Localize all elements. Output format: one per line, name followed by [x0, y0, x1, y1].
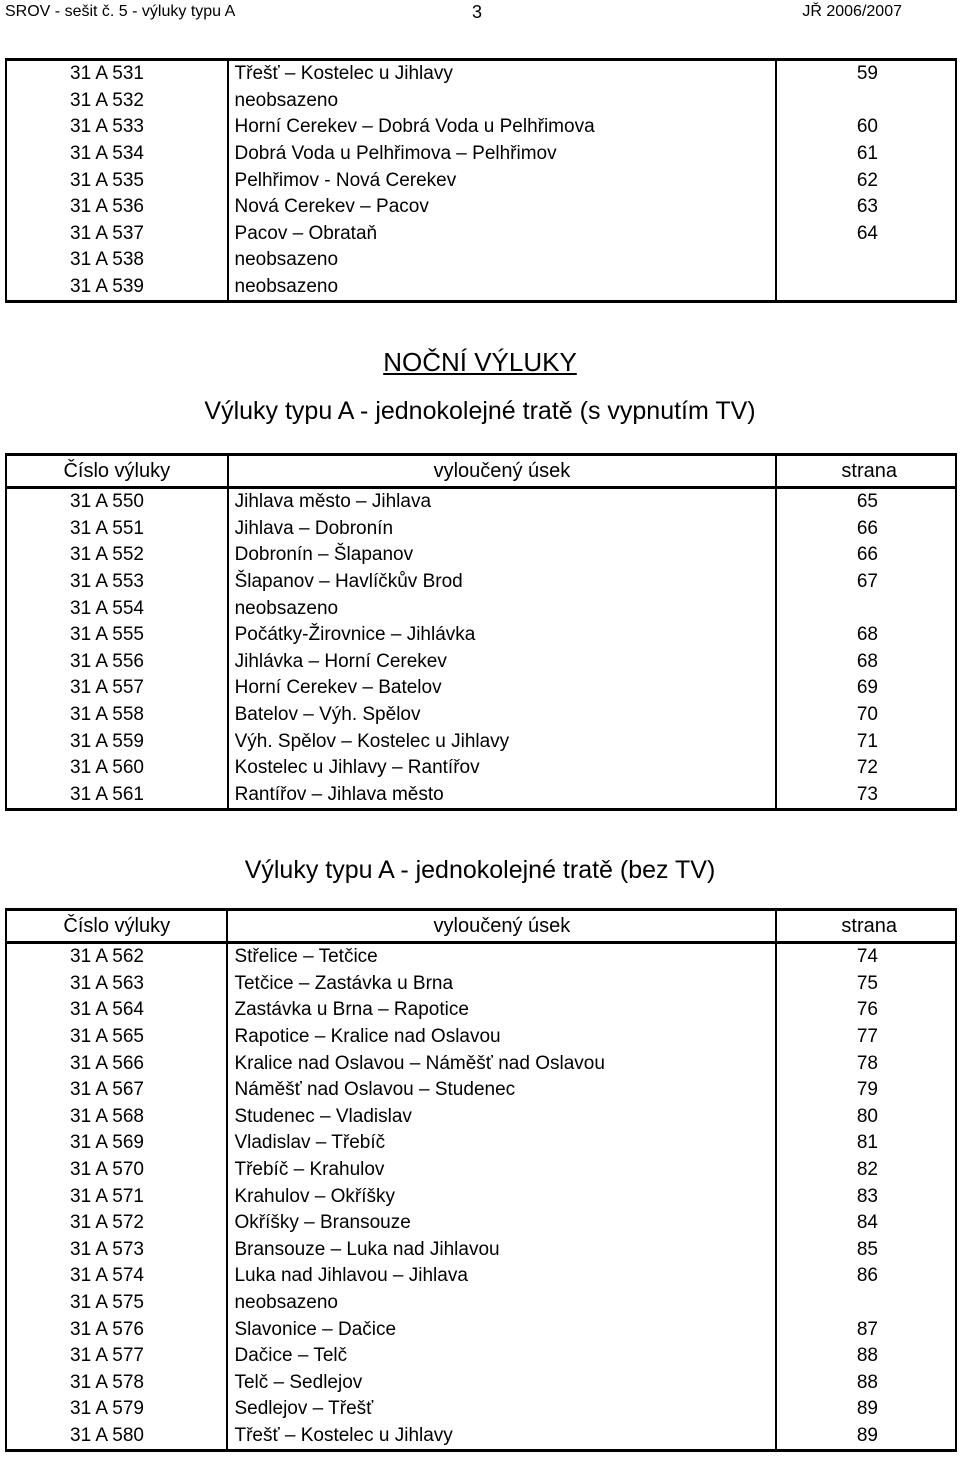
- table-row: [6, 1290, 956, 1317]
- exclusion-number-cell: 31 A 570: [6, 1157, 227, 1184]
- exclusion-number-cell: 31 A 532: [6, 88, 228, 115]
- page-number-cell: 76: [776, 997, 956, 1024]
- exclusion-number-cell: 31 A 572: [6, 1210, 227, 1237]
- excluded-section-cell: Náměšť nad Oslavou – Studenec: [227, 1077, 776, 1104]
- page-number-cell: 68: [776, 649, 956, 676]
- exclusion-number-cell: 31 A 568: [6, 1104, 227, 1131]
- page-number-cell: 73: [776, 782, 956, 810]
- exclusion-number-cell: 31 A 559: [6, 728, 228, 755]
- page-number-cell: 66: [776, 516, 956, 543]
- table-row: [6, 1396, 956, 1423]
- excluded-section-cell: Počátky-Žirovnice – Jihlávka: [228, 622, 777, 649]
- excluded-section-cell: Telč – Sedlejov: [227, 1370, 776, 1397]
- exclusion-number-cell: 31 A 554: [6, 595, 228, 622]
- page-number-cell: 84: [776, 1210, 956, 1237]
- table-row: [6, 971, 956, 998]
- exclusion-number-cell: 31 A 576: [6, 1316, 227, 1343]
- exclusion-number-cell: 31 A 556: [6, 649, 228, 676]
- page-number-cell: 60: [776, 114, 956, 141]
- excluded-section-cell: Dobronín – Šlapanov: [228, 542, 777, 569]
- excluded-section-cell: Sedlejov – Třešť: [227, 1396, 776, 1423]
- excluded-section-cell: neobsazeno: [228, 595, 777, 622]
- exclusion-number-cell: 31 A 564: [6, 997, 227, 1024]
- page-number-cell: [776, 247, 956, 274]
- excluded-section-cell: Rantířov – Jihlava město: [228, 782, 777, 810]
- page-number-cell: 85: [776, 1237, 956, 1264]
- page-number-cell: 80: [776, 1104, 956, 1131]
- table-row: [6, 569, 956, 596]
- page-number-cell: 82: [776, 1157, 956, 1184]
- page-number-cell: 77: [776, 1024, 956, 1051]
- table-row: [6, 1183, 956, 1210]
- table-row: [6, 542, 956, 569]
- table-row: [6, 649, 956, 676]
- table-header-row: [6, 910, 956, 943]
- table-row: [6, 1316, 956, 1343]
- page-number-cell: 64: [776, 221, 956, 248]
- page-number-cell: [776, 274, 956, 302]
- header-timetable-period: JŘ 2006/2007: [802, 3, 902, 20]
- exclusion-number-cell: 31 A 533: [6, 114, 228, 141]
- exclusion-number-cell: 31 A 567: [6, 1077, 227, 1104]
- exclusion-number-cell: 31 A 539: [6, 274, 228, 302]
- excluded-section-cell: Tetčice – Zastávka u Brna: [227, 971, 776, 998]
- subtitle-without-tv: Výluky typu A - jednokolejné tratě (bez TV): [244, 856, 716, 884]
- table-row: [6, 1370, 956, 1397]
- table-row: [6, 1077, 956, 1104]
- table-row: [6, 943, 956, 971]
- excluded-section-cell: Rapotice – Kralice nad Oslavou: [227, 1024, 776, 1051]
- page-number-cell: 78: [776, 1050, 956, 1077]
- column-header-page: strana: [776, 910, 956, 943]
- table-row: [6, 1157, 956, 1184]
- excluded-section-cell: Studenec – Vladislav: [227, 1104, 776, 1131]
- exclusion-number-cell: 31 A 557: [6, 675, 228, 702]
- exclusion-number-cell: 31 A 565: [6, 1024, 227, 1051]
- excluded-section-cell: Kralice nad Oslavou – Náměšť nad Oslavou: [227, 1050, 776, 1077]
- page-number-cell: [776, 595, 956, 622]
- header-document-title: SROV - sešit č. 5 - výluky typu A: [5, 3, 236, 20]
- exclusion-number-cell: 31 A 577: [6, 1343, 227, 1370]
- exclusion-number-cell: 31 A 555: [6, 622, 228, 649]
- excluded-section-cell: Horní Cerekev – Batelov: [228, 675, 777, 702]
- table-row: [6, 516, 956, 543]
- exclusion-number-cell: 31 A 531: [6, 60, 228, 88]
- excluded-section-cell: Krahulov – Okříšky: [227, 1183, 776, 1210]
- excluded-section-cell: Batelov – Výh. Spělov: [228, 702, 777, 729]
- page-number-cell: 83: [776, 1183, 956, 1210]
- table-row: [6, 1210, 956, 1237]
- excluded-section-cell: neobsazeno: [227, 1290, 776, 1317]
- page-number-cell: [776, 88, 956, 115]
- table-row: [6, 997, 956, 1024]
- exclusion-number-cell: 31 A 560: [6, 755, 228, 782]
- night-exclusions-title: NOČNÍ VÝLUKY: [383, 347, 577, 377]
- exclusions-table-without-tv: [5, 908, 957, 1452]
- page-number-cell: 87: [776, 1316, 956, 1343]
- table-row: [6, 1263, 956, 1290]
- page-number-cell: 61: [776, 141, 956, 168]
- table-row: [6, 114, 956, 141]
- excluded-section-cell: Třebíč – Krahulov: [227, 1157, 776, 1184]
- table-row: [6, 88, 956, 115]
- table-row: [6, 755, 956, 782]
- exclusion-number-cell: 31 A 535: [6, 167, 228, 194]
- exclusion-number-cell: 31 A 536: [6, 194, 228, 221]
- table-row: [6, 675, 956, 702]
- excluded-section-cell: Okříšky – Bransouze: [227, 1210, 776, 1237]
- exclusion-number-cell: 31 A 552: [6, 542, 228, 569]
- exclusions-table-day: [5, 58, 957, 303]
- excluded-section-cell: Horní Cerekev – Dobrá Voda u Pelhřimova: [228, 114, 777, 141]
- page-number-cell: 88: [776, 1343, 956, 1370]
- page-number-cell: 86: [776, 1263, 956, 1290]
- page-number-cell: 79: [776, 1077, 956, 1104]
- page-number-cell: 63: [776, 194, 956, 221]
- exclusion-number-cell: 31 A 574: [6, 1263, 227, 1290]
- excluded-section-cell: Jihlávka – Horní Cerekev: [228, 649, 777, 676]
- table-row: [6, 622, 956, 649]
- exclusion-number-cell: 31 A 575: [6, 1290, 227, 1317]
- excluded-section-cell: Vladislav – Třebíč: [227, 1130, 776, 1157]
- table-row: [6, 60, 956, 88]
- excluded-section-cell: Jihlava – Dobronín: [228, 516, 777, 543]
- table-row: [6, 1237, 956, 1264]
- column-header-section: vyloučený úsek: [228, 455, 777, 488]
- page-number-cell: 74: [776, 943, 956, 971]
- table-header-row: [6, 455, 956, 488]
- table-row: [6, 488, 956, 516]
- exclusions-table-with-tv: [5, 453, 957, 811]
- page-number-cell: 66: [776, 542, 956, 569]
- excluded-section-cell: Dobrá Voda u Pelhřimova – Pelhřimov: [228, 141, 777, 168]
- excluded-section-cell: Kostelec u Jihlavy – Rantířov: [228, 755, 777, 782]
- exclusion-number-cell: 31 A 579: [6, 1396, 227, 1423]
- exclusion-number-cell: 31 A 566: [6, 1050, 227, 1077]
- page-number-cell: 88: [776, 1370, 956, 1397]
- exclusion-number-cell: 31 A 550: [6, 488, 228, 516]
- excluded-section-cell: Zastávka u Brna – Rapotice: [227, 997, 776, 1024]
- page-number-cell: 70: [776, 702, 956, 729]
- excluded-section-cell: Dačice – Telč: [227, 1343, 776, 1370]
- excluded-section-cell: Slavonice – Dačice: [227, 1316, 776, 1343]
- table-row: [6, 141, 956, 168]
- exclusion-number-cell: 31 A 578: [6, 1370, 227, 1397]
- header-page-number: 3: [472, 2, 483, 22]
- column-header-number: Číslo výluky: [6, 455, 228, 488]
- table-row: [6, 1423, 956, 1451]
- page-number-cell: 65: [776, 488, 956, 516]
- exclusion-number-cell: 31 A 551: [6, 516, 228, 543]
- excluded-section-cell: Výh. Spělov – Kostelec u Jihlavy: [228, 728, 777, 755]
- table-row: [6, 595, 956, 622]
- excluded-section-cell: Pacov – Obrataň: [228, 221, 777, 248]
- excluded-section-cell: Jihlava město – Jihlava: [228, 488, 777, 516]
- table-row: [6, 274, 956, 302]
- page-number-cell: 89: [776, 1396, 956, 1423]
- page-number-cell: 67: [776, 569, 956, 596]
- exclusion-number-cell: 31 A 563: [6, 971, 227, 998]
- excluded-section-cell: Luka nad Jihlavou – Jihlava: [227, 1263, 776, 1290]
- page-number-cell: [776, 1290, 956, 1317]
- page-header: [0, 0, 960, 26]
- table-row: [6, 221, 956, 248]
- page-number-cell: 62: [776, 167, 956, 194]
- exclusion-number-cell: 31 A 561: [6, 782, 228, 810]
- column-header-section: vyloučený úsek: [227, 910, 776, 943]
- page-number-cell: 68: [776, 622, 956, 649]
- exclusion-number-cell: 31 A 538: [6, 247, 228, 274]
- page-number-cell: 89: [776, 1423, 956, 1451]
- exclusion-number-cell: 31 A 573: [6, 1237, 227, 1264]
- page-number-cell: 71: [776, 728, 956, 755]
- exclusion-number-cell: 31 A 571: [6, 1183, 227, 1210]
- excluded-section-cell: Střelice – Tetčice: [227, 943, 776, 971]
- table-row: [6, 702, 956, 729]
- table-row: [6, 1343, 956, 1370]
- exclusion-number-cell: 31 A 553: [6, 569, 228, 596]
- table-row: [6, 247, 956, 274]
- exclusion-number-cell: 31 A 562: [6, 943, 227, 971]
- table-row: [6, 194, 956, 221]
- exclusion-number-cell: 31 A 580: [6, 1423, 227, 1451]
- exclusion-number-cell: 31 A 558: [6, 702, 228, 729]
- table-row: [6, 1130, 956, 1157]
- excluded-section-cell: Pelhřimov - Nová Cerekev: [228, 167, 777, 194]
- excluded-section-cell: Šlapanov – Havlíčkův Brod: [228, 569, 777, 596]
- page-number-cell: 81: [776, 1130, 956, 1157]
- excluded-section-cell: neobsazeno: [228, 274, 777, 302]
- excluded-section-cell: Nová Cerekev – Pacov: [228, 194, 777, 221]
- page-number-cell: 75: [776, 971, 956, 998]
- exclusion-number-cell: 31 A 537: [6, 221, 228, 248]
- page-number-cell: 72: [776, 755, 956, 782]
- table-row: [6, 782, 956, 810]
- table-row: [6, 1024, 956, 1051]
- exclusion-number-cell: 31 A 534: [6, 141, 228, 168]
- page-number-cell: 69: [776, 675, 956, 702]
- excluded-section-cell: Třešť – Kostelec u Jihlavy: [227, 1423, 776, 1451]
- table-row: [6, 1104, 956, 1131]
- excluded-section-cell: Bransouze – Luka nad Jihlavou: [227, 1237, 776, 1264]
- column-header-page: strana: [776, 455, 956, 488]
- column-header-number: Číslo výluky: [6, 910, 227, 943]
- excluded-section-cell: neobsazeno: [228, 247, 777, 274]
- table-row: [6, 167, 956, 194]
- excluded-section-cell: neobsazeno: [228, 88, 777, 115]
- exclusion-number-cell: 31 A 569: [6, 1130, 227, 1157]
- excluded-section-cell: Třešť – Kostelec u Jihlavy: [228, 60, 777, 88]
- subtitle-with-tv: Výluky typu A - jednokolejné tratě (s vypnutím TV): [204, 397, 756, 425]
- page-number-cell: 59: [776, 60, 956, 88]
- table-row: [6, 728, 956, 755]
- table-row: [6, 1050, 956, 1077]
